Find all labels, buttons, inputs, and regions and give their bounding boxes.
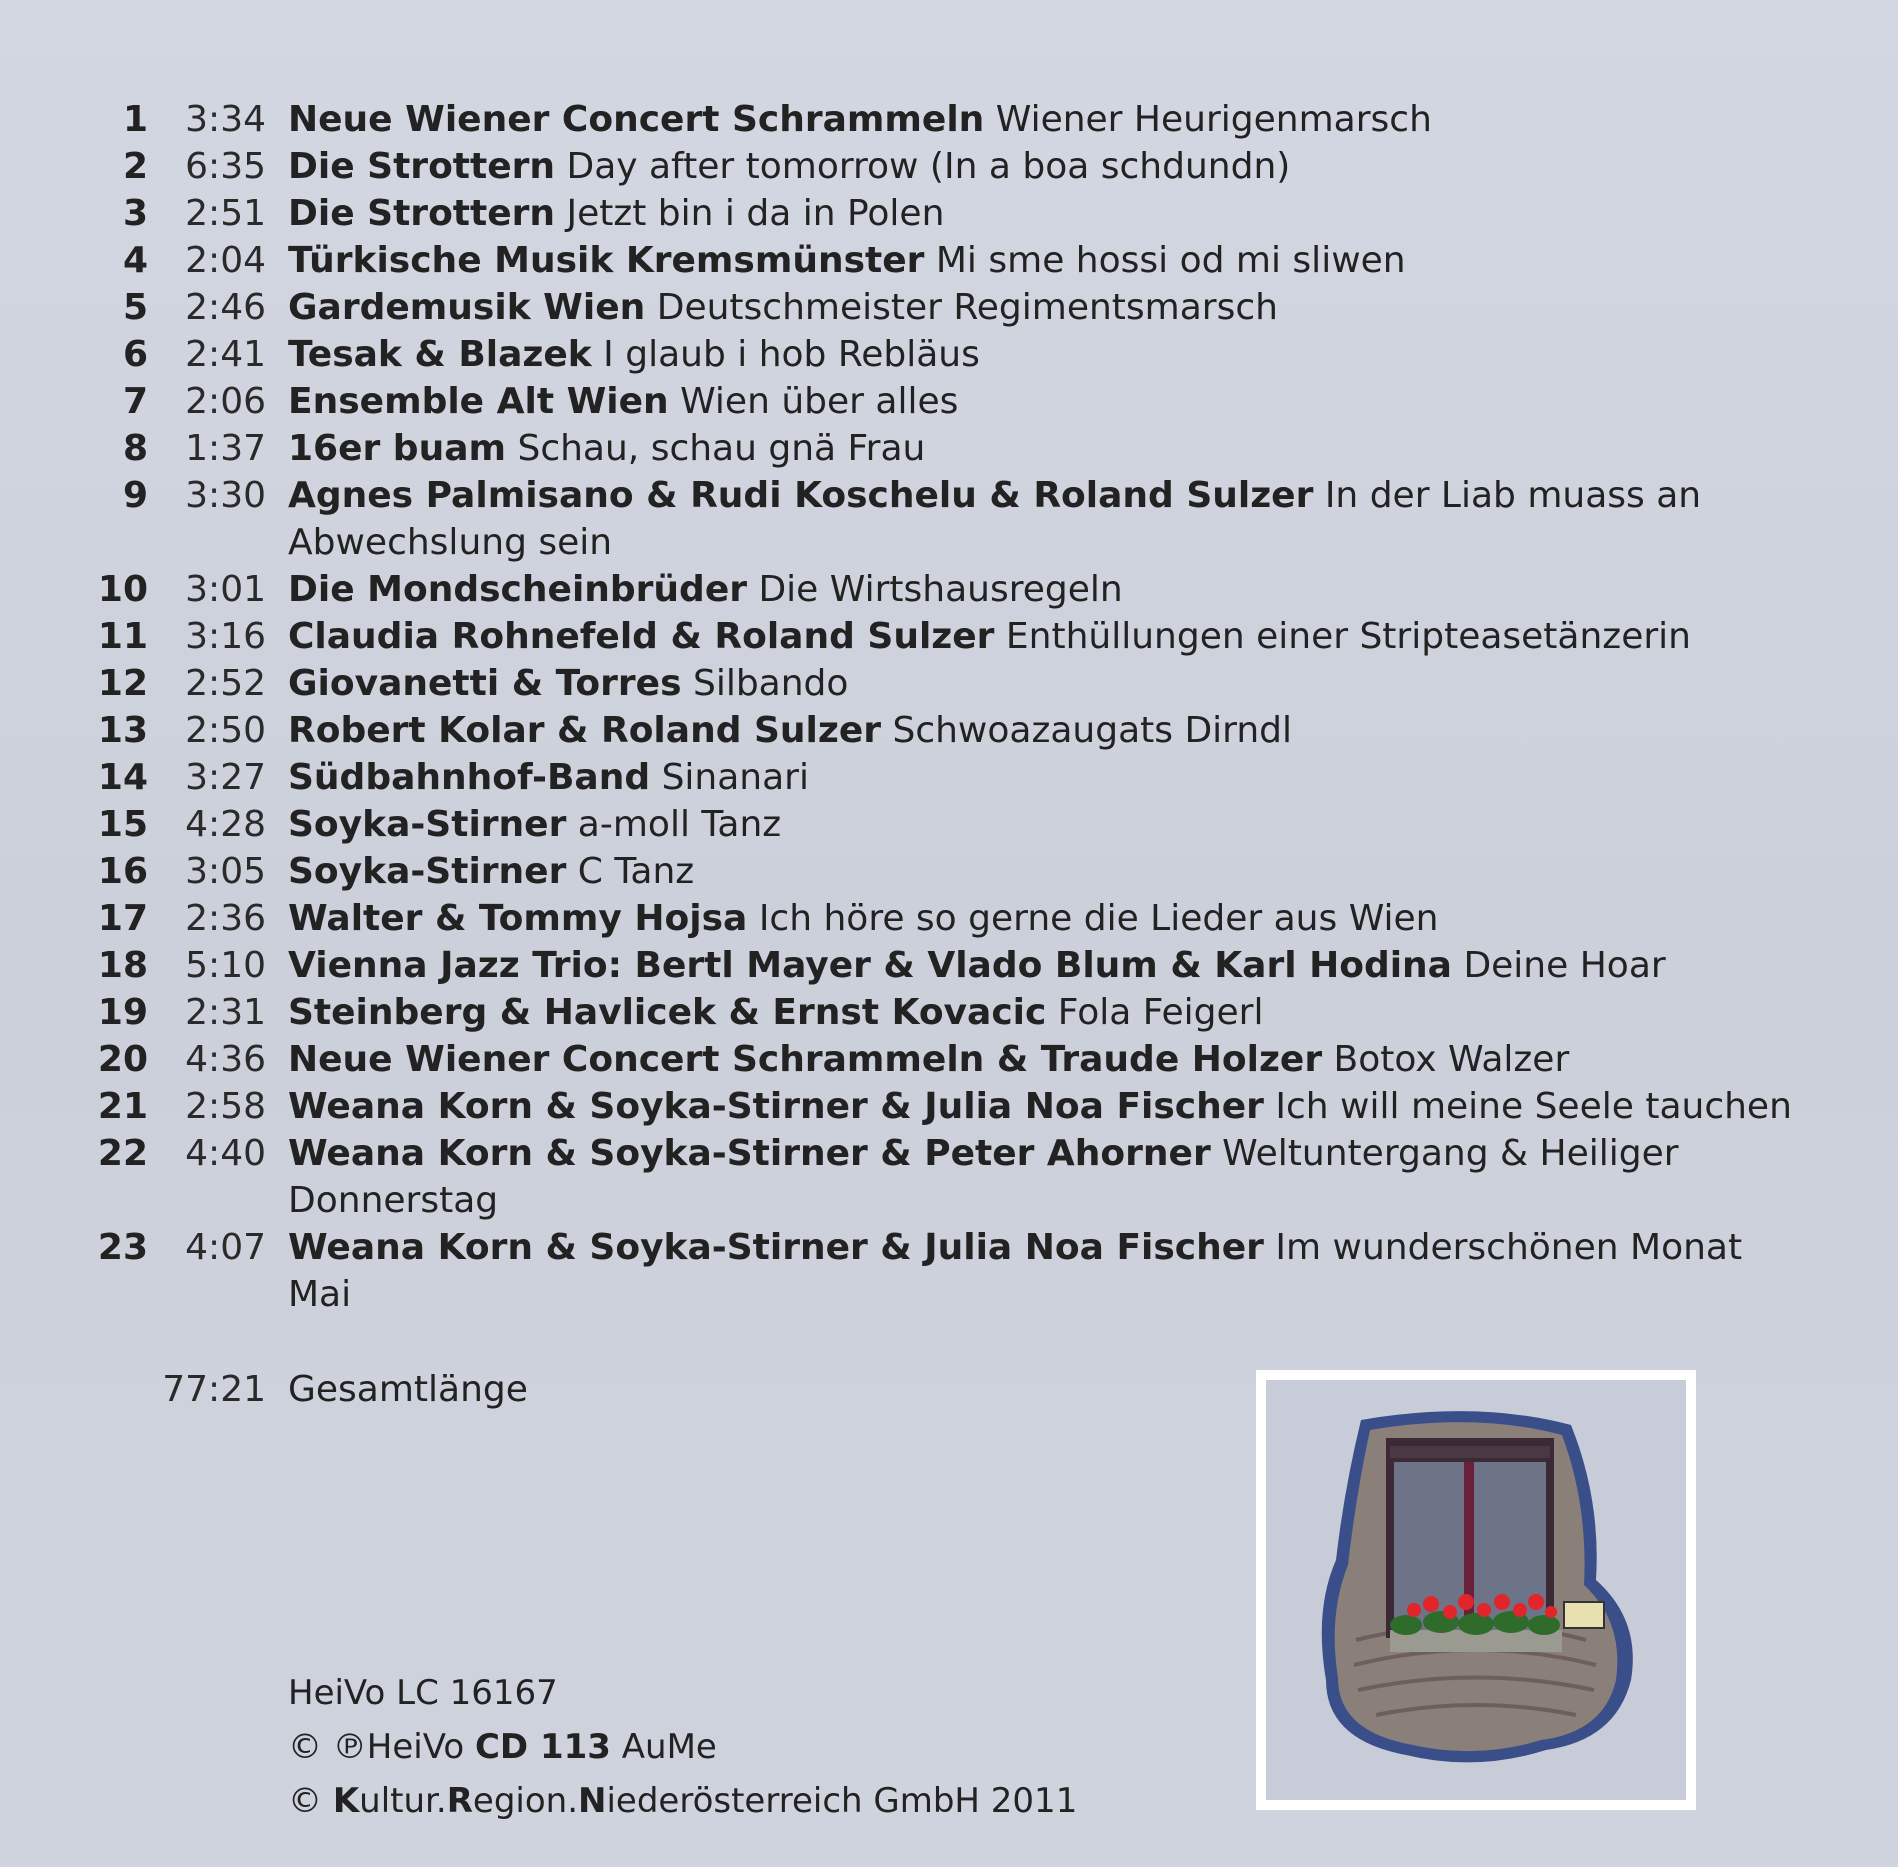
track-artist: Ensemble Alt Wien (288, 381, 669, 422)
track-artist: Südbahnhof-Band (288, 757, 651, 798)
track-row (92, 707, 1812, 754)
track-number: 18 (97, 945, 148, 986)
track-row (92, 895, 1812, 942)
track-title: Wiener Heurigenmarsch (995, 99, 1432, 140)
track-row (92, 331, 1812, 378)
track-title: Jetzt bin i da in Polen (566, 193, 945, 234)
publisher-letter-n: N (578, 1781, 607, 1821)
track-duration: 4:36 (185, 1039, 266, 1080)
window-photo (1266, 1380, 1686, 1800)
track-number: 9 (122, 475, 148, 516)
track-duration: 3:30 (185, 475, 266, 516)
track-info (288, 1224, 1812, 1318)
track-title: Im wunderschönen Monat Mai (288, 1227, 1743, 1315)
track-title: a-moll Tanz (577, 804, 782, 845)
track-duration: 1:37 (185, 428, 266, 469)
track-duration: 3:01 (185, 569, 266, 610)
track-title: Mi sme hossi od mi sliwen (935, 240, 1406, 281)
track-title: Day after tomorrow (In a boa schdundn) (566, 146, 1291, 187)
track-row (92, 848, 1812, 895)
track-number: 22 (97, 1133, 148, 1174)
track-info (288, 96, 1812, 143)
house-sign (1564, 1602, 1604, 1628)
track-number: 20 (97, 1039, 148, 1080)
label-info (288, 1666, 1077, 1828)
track-title: Die Wirtshausregeln (758, 569, 1123, 610)
track-info (288, 1036, 1812, 1083)
track-title: Silbando (692, 663, 849, 704)
track-duration: 2:04 (185, 240, 266, 281)
track-title: Wien über alles (680, 381, 959, 422)
total-duration: 77:21 (162, 1369, 266, 1410)
catalog-suffix: AuMe (621, 1727, 717, 1767)
track-artist: Weana Korn & Soyka-Stirner & Julia Noa Fischer (288, 1227, 1264, 1268)
window-photo-frame (1256, 1370, 1696, 1810)
track-artist: Giovanetti & Torres (288, 663, 682, 704)
track-row (92, 1130, 1812, 1224)
track-duration: 2:58 (185, 1086, 266, 1127)
publisher-part-a: ultur. (359, 1781, 447, 1821)
track-artist: Agnes Palmisano & Rudi Koschelu & Roland Sulzer (288, 475, 1314, 516)
track-number: 6 (122, 334, 148, 375)
track-artist: Die Mondscheinbrüder (288, 569, 747, 610)
track-duration: 3:34 (185, 99, 266, 140)
track-info (288, 284, 1812, 331)
track-number: 19 (97, 992, 148, 1033)
track-duration: 3:05 (185, 851, 266, 892)
track-info (288, 613, 1812, 660)
track-number: 4 (122, 240, 148, 281)
track-info (288, 237, 1812, 284)
track-artist: Türkische Musik Kremsmünster (288, 240, 925, 281)
track-number: 12 (97, 663, 148, 704)
track-duration: 2:52 (185, 663, 266, 704)
tracklist (92, 96, 1812, 1318)
track-number: 13 (97, 710, 148, 751)
copyright-heivo: © ℗HeiVo (288, 1727, 465, 1767)
publisher-letter-k: K (332, 1781, 360, 1821)
track-row (92, 1036, 1812, 1083)
track-title: Deutschmeister Regimentsmarsch (656, 287, 1278, 328)
track-artist: Die Strottern (288, 193, 556, 234)
track-title: Fola Feigerl (1057, 992, 1264, 1033)
track-artist: Walter & Tommy Hojsa (288, 898, 748, 939)
track-row (92, 284, 1812, 331)
track-title: In der Liab muass an Abwechslung sein (288, 475, 1702, 563)
track-duration: 5:10 (185, 945, 266, 986)
track-number: 17 (97, 898, 148, 939)
track-info (288, 143, 1812, 190)
track-artist: Tesak & Blazek (288, 334, 592, 375)
track-info (288, 848, 1812, 895)
track-number: 2 (122, 146, 148, 187)
track-info (288, 801, 1812, 848)
track-row (92, 942, 1812, 989)
track-row (92, 378, 1812, 425)
track-title: I glaub i hob Rebläus (603, 334, 980, 375)
track-row (92, 425, 1812, 472)
copyright-symbol: © (288, 1781, 322, 1821)
track-number: 23 (97, 1227, 148, 1268)
track-info (288, 331, 1812, 378)
track-artist: Weana Korn & Soyka-Stirner & Peter Ahorner (288, 1133, 1211, 1174)
track-artist: Soyka-Stirner (288, 804, 567, 845)
track-artist: 16er buam (288, 428, 507, 469)
track-duration: 2:46 (185, 287, 266, 328)
publisher-part-b: egion. (472, 1781, 579, 1821)
track-number: 14 (97, 757, 148, 798)
publisher-line (288, 1774, 1077, 1828)
track-number: 1 (122, 99, 148, 140)
track-duration: 4:40 (185, 1133, 266, 1174)
track-row (92, 237, 1812, 284)
track-number: 16 (97, 851, 148, 892)
track-info (288, 1083, 1812, 1130)
track-artist: Steinberg & Havlicek & Ernst Kovacic (288, 992, 1047, 1033)
track-number: 8 (122, 428, 148, 469)
catalog-number: CD 113 (474, 1727, 611, 1767)
track-title: Deine Hoar (1463, 945, 1666, 986)
track-artist: Weana Korn & Soyka-Stirner & Julia Noa Fischer (288, 1086, 1264, 1127)
track-number: 11 (97, 616, 148, 657)
track-duration: 4:28 (185, 804, 266, 845)
track-row (92, 989, 1812, 1036)
track-row (92, 1083, 1812, 1130)
track-title: Schwoazaugats Dirndl (892, 710, 1293, 751)
track-row (92, 190, 1812, 237)
track-row (92, 96, 1812, 143)
total-length-row (92, 1366, 528, 1413)
track-info (288, 660, 1812, 707)
track-row (92, 472, 1812, 566)
publisher-letter-r: R (446, 1781, 473, 1821)
track-duration: 2:31 (185, 992, 266, 1033)
track-info (288, 472, 1812, 566)
track-artist: Soyka-Stirner (288, 851, 567, 892)
track-info (288, 566, 1812, 613)
track-info (288, 754, 1812, 801)
track-title: Weltuntergang & Heiliger Donnerstag (288, 1133, 1679, 1221)
publisher-part-c: iederösterreich GmbH 2011 (606, 1781, 1078, 1821)
track-info (288, 1130, 1812, 1224)
track-number: 7 (122, 381, 148, 422)
track-row (92, 660, 1812, 707)
track-title: Sinanari (661, 757, 809, 798)
track-duration: 6:35 (185, 146, 266, 187)
window-lintel (1390, 1446, 1550, 1458)
track-number: 15 (97, 804, 148, 845)
track-number: 10 (97, 569, 148, 610)
track-duration: 2:36 (185, 898, 266, 939)
track-duration: 2:41 (185, 334, 266, 375)
track-info (288, 425, 1812, 472)
track-title: Botox Walzer (1333, 1039, 1570, 1080)
track-info (288, 942, 1812, 989)
label-code: HeiVo LC 16167 (288, 1673, 558, 1713)
track-duration: 2:51 (185, 193, 266, 234)
catalog-line (288, 1720, 1077, 1774)
track-info (288, 378, 1812, 425)
track-title: C Tanz (577, 851, 695, 892)
track-info (288, 190, 1812, 237)
track-row (92, 613, 1812, 660)
track-artist: Vienna Jazz Trio: Bertl Mayer & Vlado Blum & Karl Hodina (288, 945, 1452, 986)
track-title: Ich höre so gerne die Lieder aus Wien (758, 898, 1439, 939)
track-row (92, 801, 1812, 848)
track-number: 3 (122, 193, 148, 234)
track-info (288, 895, 1812, 942)
track-row (92, 566, 1812, 613)
track-title: Enthüllungen einer Stripteasetänzerin (1005, 616, 1691, 657)
track-artist: Claudia Rohnefeld & Roland Sulzer (288, 616, 995, 657)
total-label: Gesamtlänge (288, 1369, 528, 1410)
track-artist: Neue Wiener Concert Schrammeln (288, 99, 985, 140)
track-title: Schau, schau gnä Frau (517, 428, 926, 469)
track-duration: 2:50 (185, 710, 266, 751)
track-number: 5 (122, 287, 148, 328)
track-info (288, 989, 1812, 1036)
track-row (92, 1224, 1812, 1318)
track-artist: Neue Wiener Concert Schrammeln & Traude Holzer (288, 1039, 1323, 1080)
track-number: 21 (97, 1086, 148, 1127)
track-row (92, 754, 1812, 801)
track-duration: 4:07 (185, 1227, 266, 1268)
track-duration: 3:16 (185, 616, 266, 657)
window-illustration (1266, 1380, 1686, 1800)
track-artist: Robert Kolar & Roland Sulzer (288, 710, 882, 751)
track-duration: 2:06 (185, 381, 266, 422)
track-info (288, 707, 1812, 754)
track-row (92, 143, 1812, 190)
track-duration: 3:27 (185, 757, 266, 798)
track-artist: Gardemusik Wien (288, 287, 646, 328)
track-title: Ich will meine Seele tauchen (1275, 1086, 1792, 1127)
track-artist: Die Strottern (288, 146, 556, 187)
